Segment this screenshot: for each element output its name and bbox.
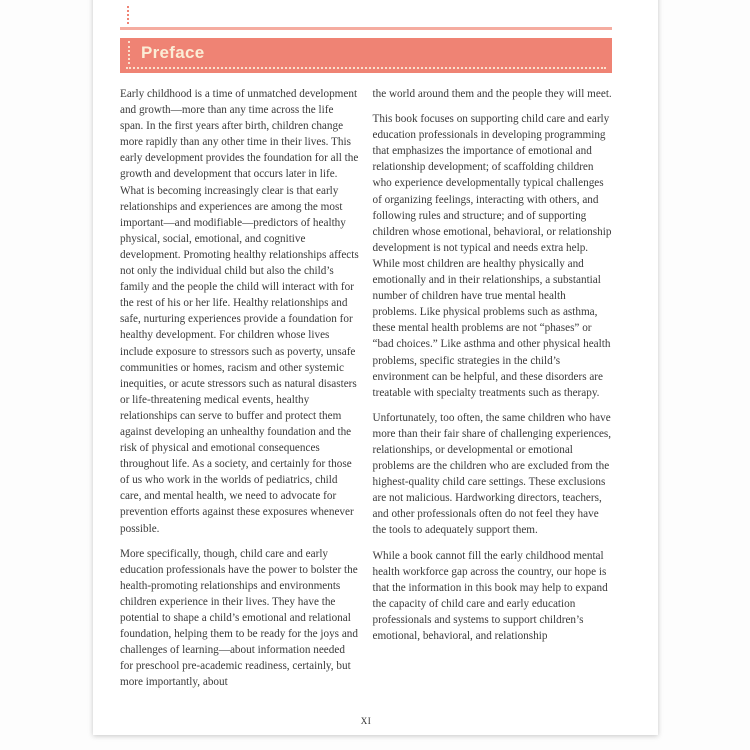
paragraph: This book focuses on supporting child care and early education professionals in developing programming that emphasizes the importance of emotional and relationship development; of scaffolding children who experience developmentally typical challenges of organizing feelings, interacting with others, and following rules and structure; and of supporting children whose emotional, behavioral, or relationship development is not typical and needs extra help. While most children are healthy physically and emotionally and in their relationships, a substantial number of children have true mental health problems. Like physical problems such as asthma, these mental health problems are not “phases” or “bad choices.” Like asthma and other physical health problems, specific strategies in the child’s environment can be helpful, and these disorders are treatable with specialty treatments such as therapy. [372,113,612,399]
banner-dotted-bottom-icon [126,67,606,69]
chapter-top-rule [120,27,612,30]
paragraph: Early childhood is a time of unmatched development and growth—more than any time across the life span. In the first years after birth, children change more rapidly than any other time in their lives. This early development provides the foundation for all the growth and development that occurs later in life. What is becoming increasingly clear is that early relationships and experiences are among the most important—and modifiable—predictors of healthy physical, social, emotional, and cognitive development. Promoting healthy relationships affects not only the individual child but also the child’s family and the people the child will interact with for the rest of his or her life. Healthy relationships and safe, nurturing experiences provide a foundation for healthy development. For children whose lives include exposure to stressors such as poverty, unsafe communities or homes, racism and other systemic inequities, or acute stressors such as natural disasters or life-threatening medical events, healthy relationships can serve to buffer and protect them against developing an unhealthy foundation and the risk of physical and emotional consequences throughout life. As a society, and certainly for those of us who work in the worlds of pediatrics, child care, and mental health, we need to advocate for prevention efforts against these exposures whenever possible. [120,88,359,535]
right-column [373,86,613,699]
left-column [120,86,360,699]
paragraph: Unfortunately, too often, the same children who have more than their fair share of challenging experiences, relationships, or developmental or emotional problems are the children who are excluded from the highest-quality child care settings. These exclusions are not malicious. Hardworking directors, teachers, and other professionals often do not feel they have the tools to adequately support them. [372,411,612,537]
chapter-title: Preface [141,43,205,62]
paragraph: the world around them and the people they will meet. [372,88,612,100]
dotted-mark-vertical-icon [127,6,129,24]
book-page [93,0,658,735]
paragraph: More specifically, though, child care and early education professionals have the power to bolster the health-promoting relationships and environments children experience in their lives. They have the potential to shape a child’s emotional and relational foundation, helping them to be ready for the joys and challenges of learning—about information needed for preschool pre-academic readiness, certainly, but more importantly, about [120,547,358,689]
chapter-banner [120,38,612,73]
two-column-text [120,86,612,699]
banner-dotted-left-icon [128,41,130,64]
page-number: XI [360,716,372,726]
page-content [93,0,658,735]
paragraph: While a book cannot fill the early childhood mental health workforce gap across the country, our hope is that the information in this book may help to expand the capacity of child care and early education professionals and systems to support children’s emotional, behavioral, and relationship [372,549,608,642]
